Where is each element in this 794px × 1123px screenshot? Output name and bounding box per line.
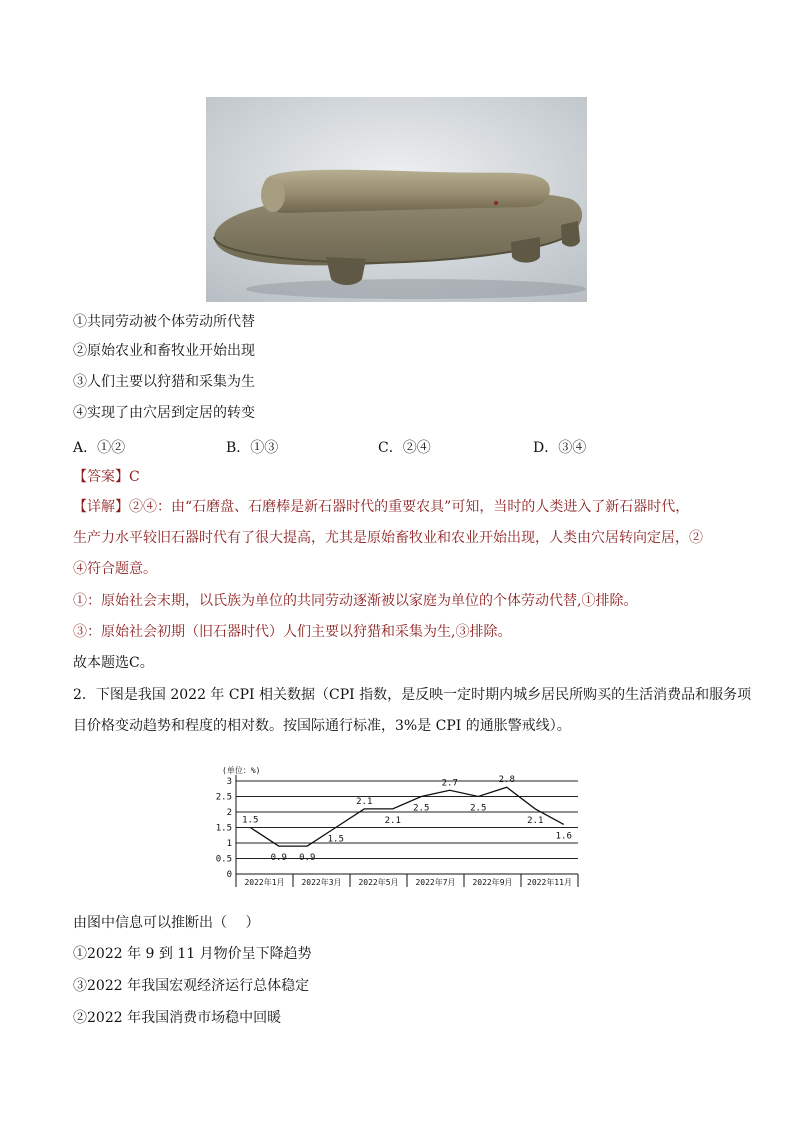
option-item-3: ③人们主要以狩猎和采集为生 [73,374,255,390]
statement-3: ②2022 年我国消费市场稳中回暖 [73,1010,282,1026]
x-tick-label: 2022年3月 [301,878,342,887]
detail-label: 【详解】 [73,499,129,515]
x-tick-label: 2022年7月 [415,878,456,887]
question2-line-1: 2．下图是我国 2022 年 CPI 相关数据（CPI 指数，是反映一定时期内城乡居民所购买的生活消费品和服务项 [73,687,752,703]
x-tick-label: 2022年1月 [244,878,285,887]
y-tick-label: 3 [226,777,232,787]
data-label: 2.7 [441,778,458,789]
choice-b: B．①③ [226,440,279,456]
detail-text: ②④：由“石磨盘、石磨棒是新石器时代的重要农具”可知，当时的人类进入了新石器时代， [129,499,690,515]
data-label: 2.1 [384,815,401,826]
answer-detail-line-2: 生产力水平较旧石器时代有了很大提高，尤其是原始畜牧业和农业开始出现，人类由穴居转向定居，② [73,530,703,546]
answer-detail-line-4: ①：原始社会末期，以氏族为单位的共同劳动逐渐被以家庭为单位的个体劳动代替,①排除。 [73,593,638,609]
option-item-1: ①共同劳动被个体劳动所代替 [73,314,255,330]
x-tick-label: 2022年11月 [527,878,572,887]
question2-line-2: 目价格变动趋势和程度的相对数。按国际通行标准，3%是 CPI 的通胀警戒线）。 [73,718,571,734]
data-label: 0.9 [270,853,287,864]
option-item-4: ④实现了由穴居到定居的转变 [73,405,255,421]
data-label: 1.6 [555,831,572,842]
answer-detail-line-1 [73,498,689,516]
statement-2: ③2022 年我国宏观经济运行总体稳定 [73,978,310,994]
data-label: 0.9 [299,853,316,864]
grinding-stone-photo [206,97,587,302]
data-label: 2.5 [470,803,487,814]
data-label: 1.5 [327,834,344,845]
data-label: 2.8 [498,775,515,786]
data-label: 2.1 [527,815,544,826]
x-tick-label: 2022年5月 [358,878,399,887]
cpi-line-chart [210,763,590,893]
answer-detail-line-5: ③：原始社会初期（旧石器时代）人们主要以狩猎和采集为生,③排除。 [73,624,512,640]
y-tick-label: 1.5 [215,823,232,834]
answer-detail-line-3: ④符合题意。 [73,561,157,577]
choice-a: A．①② [73,440,126,456]
data-label: 1.5 [242,815,259,826]
y-tick-label: 0.5 [215,854,232,865]
y-tick-label: 0 [226,870,232,880]
y-tick-label: 1 [226,839,232,849]
x-tick-label: 2022年9月 [472,878,513,887]
choice-c: C．②④ [378,440,431,456]
option-item-2: ②原始农业和畜牧业开始出现 [73,343,255,359]
choice-d: D．③④ [533,440,587,456]
data-label: 2.5 [413,803,430,814]
y-tick-label: 2.5 [215,792,232,803]
question2-prompt: 由图中信息可以推断出（ ） [73,915,260,931]
y-tick-label: 2 [226,808,232,818]
data-label: 2.1 [356,796,373,807]
answer-conclusion: 故本题选C。 [73,655,154,671]
chart-unit-label: (单位：%) [222,766,261,775]
statement-1: ①2022 年 9 到 11 月物价呈下降趋势 [73,946,312,962]
answer-label: 【答案】C [73,469,140,485]
